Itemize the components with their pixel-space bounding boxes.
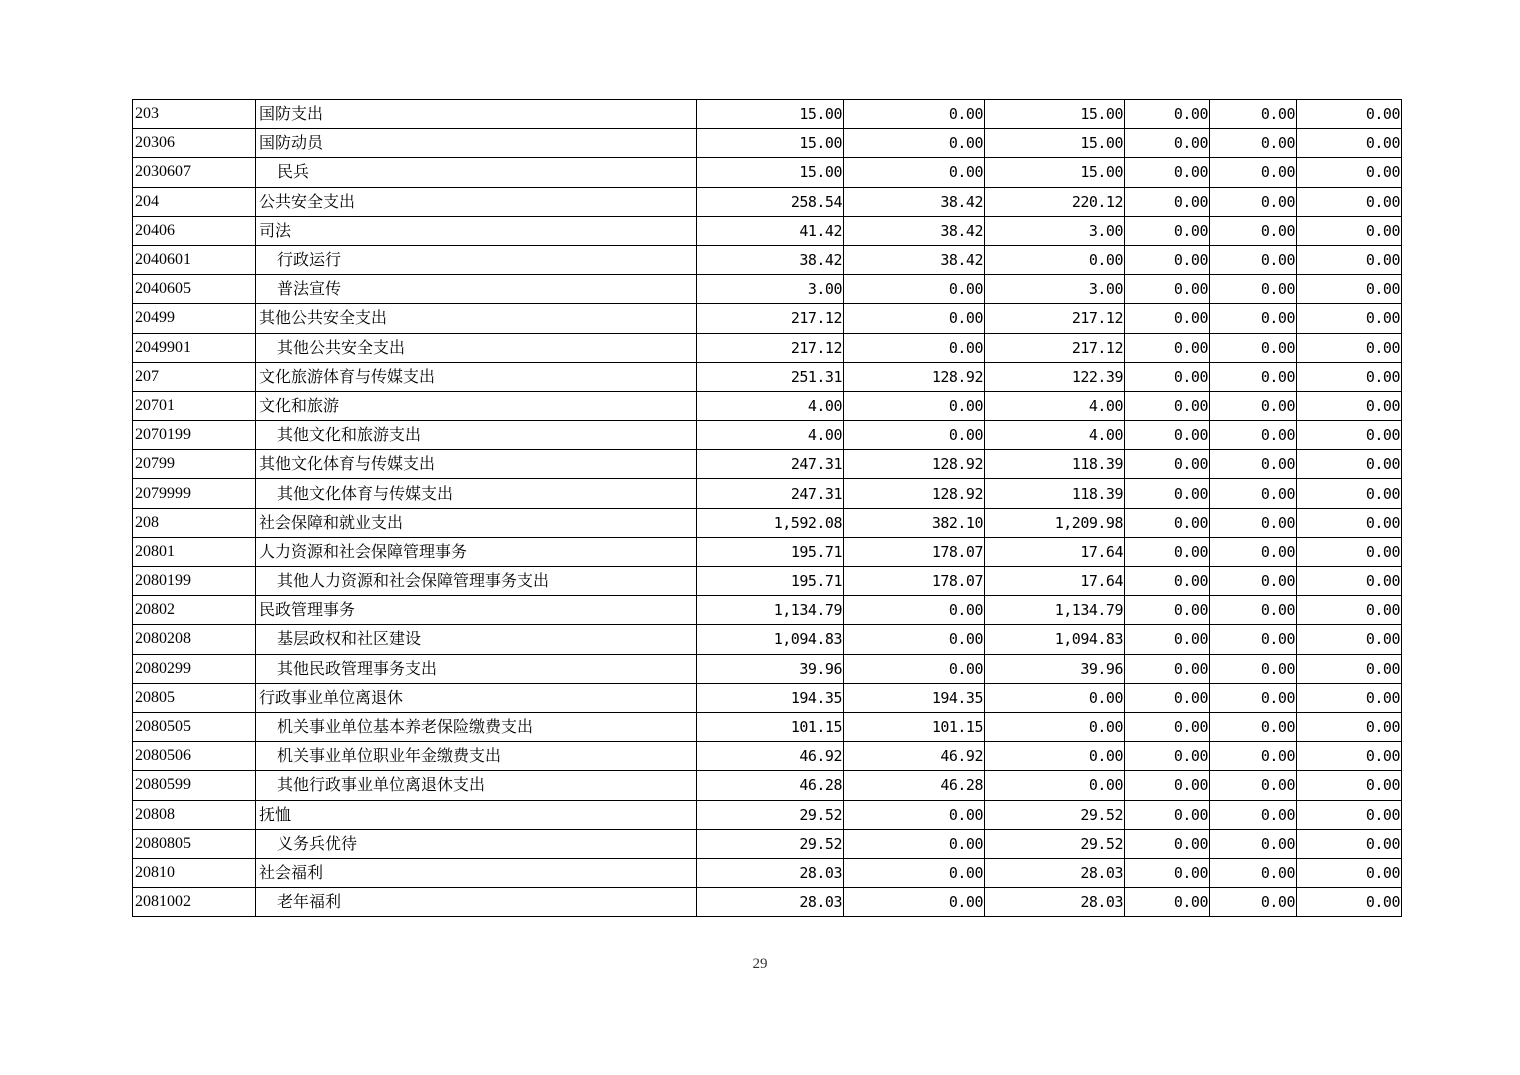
value-cell-6: 0.00 — [1297, 275, 1402, 304]
subject-name-cell: 国防动员 — [256, 129, 697, 158]
basic-expenditure-cell: 0.00 — [844, 858, 985, 887]
subject-name-cell: 机关事业单位职业年金缴费支出 — [256, 742, 697, 771]
subject-name-cell: 义务兵优待 — [256, 829, 697, 858]
value-cell-6: 0.00 — [1297, 450, 1402, 479]
table-row — [133, 421, 1402, 450]
value-cell-5: 0.00 — [1210, 333, 1297, 362]
value-cell-4: 0.00 — [1125, 683, 1210, 712]
total-amount-cell: 194.35 — [697, 683, 844, 712]
value-cell-4: 0.00 — [1125, 567, 1210, 596]
subject-code-cell: 20701 — [133, 391, 256, 420]
value-cell-4: 0.00 — [1125, 800, 1210, 829]
subject-name-cell: 行政运行 — [256, 245, 697, 274]
total-amount-cell: 28.03 — [697, 888, 844, 917]
value-cell-4: 0.00 — [1125, 450, 1210, 479]
budget-expenditure-table — [132, 99, 1402, 917]
project-expenditure-cell: 39.96 — [985, 654, 1125, 683]
project-expenditure-cell: 15.00 — [985, 100, 1125, 129]
total-amount-cell: 46.92 — [697, 742, 844, 771]
total-amount-cell: 15.00 — [697, 129, 844, 158]
basic-expenditure-cell: 0.00 — [844, 800, 985, 829]
value-cell-4: 0.00 — [1125, 888, 1210, 917]
subject-name-cell: 其他人力资源和社会保障管理事务支出 — [256, 567, 697, 596]
project-expenditure-cell: 17.64 — [985, 567, 1125, 596]
basic-expenditure-cell: 0.00 — [844, 888, 985, 917]
value-cell-6: 0.00 — [1297, 742, 1402, 771]
table-row — [133, 712, 1402, 741]
basic-expenditure-cell: 101.15 — [844, 712, 985, 741]
table-row — [133, 129, 1402, 158]
subject-name-cell: 其他文化体育与传媒支出 — [256, 479, 697, 508]
value-cell-4: 0.00 — [1125, 304, 1210, 333]
value-cell-4: 0.00 — [1125, 596, 1210, 625]
total-amount-cell: 1,094.83 — [697, 625, 844, 654]
subject-code-cell: 20799 — [133, 450, 256, 479]
subject-name-cell: 文化和旅游 — [256, 391, 697, 420]
table-row — [133, 304, 1402, 333]
value-cell-6: 0.00 — [1297, 537, 1402, 566]
value-cell-5: 0.00 — [1210, 479, 1297, 508]
subject-name-cell: 社会福利 — [256, 858, 697, 887]
project-expenditure-cell: 118.39 — [985, 450, 1125, 479]
value-cell-4: 0.00 — [1125, 537, 1210, 566]
total-amount-cell: 38.42 — [697, 245, 844, 274]
basic-expenditure-cell: 0.00 — [844, 333, 985, 362]
subject-code-cell: 2070199 — [133, 421, 256, 450]
total-amount-cell: 195.71 — [697, 537, 844, 566]
value-cell-5: 0.00 — [1210, 421, 1297, 450]
basic-expenditure-cell: 0.00 — [844, 391, 985, 420]
table-row — [133, 654, 1402, 683]
basic-expenditure-cell: 38.42 — [844, 187, 985, 216]
total-amount-cell: 28.03 — [697, 858, 844, 887]
value-cell-6: 0.00 — [1297, 858, 1402, 887]
value-cell-5: 0.00 — [1210, 391, 1297, 420]
table-row — [133, 450, 1402, 479]
value-cell-6: 0.00 — [1297, 625, 1402, 654]
table-row — [133, 216, 1402, 245]
basic-expenditure-cell: 46.92 — [844, 742, 985, 771]
subject-name-cell: 其他文化和旅游支出 — [256, 421, 697, 450]
project-expenditure-cell: 3.00 — [985, 216, 1125, 245]
subject-name-cell: 机关事业单位基本养老保险缴费支出 — [256, 712, 697, 741]
project-expenditure-cell: 28.03 — [985, 858, 1125, 887]
total-amount-cell: 39.96 — [697, 654, 844, 683]
table-row — [133, 742, 1402, 771]
value-cell-5: 0.00 — [1210, 654, 1297, 683]
table-row — [133, 333, 1402, 362]
subject-code-cell: 2080199 — [133, 567, 256, 596]
project-expenditure-cell: 3.00 — [985, 275, 1125, 304]
basic-expenditure-cell: 0.00 — [844, 625, 985, 654]
value-cell-5: 0.00 — [1210, 537, 1297, 566]
project-expenditure-cell: 0.00 — [985, 683, 1125, 712]
total-amount-cell: 251.31 — [697, 362, 844, 391]
value-cell-4: 0.00 — [1125, 742, 1210, 771]
value-cell-6: 0.00 — [1297, 187, 1402, 216]
table-row — [133, 245, 1402, 274]
table-row — [133, 567, 1402, 596]
basic-expenditure-cell: 128.92 — [844, 362, 985, 391]
total-amount-cell: 247.31 — [697, 450, 844, 479]
value-cell-5: 0.00 — [1210, 567, 1297, 596]
project-expenditure-cell: 4.00 — [985, 421, 1125, 450]
basic-expenditure-cell: 382.10 — [844, 508, 985, 537]
subject-name-cell: 社会保障和就业支出 — [256, 508, 697, 537]
value-cell-6: 0.00 — [1297, 829, 1402, 858]
subject-name-cell: 普法宣传 — [256, 275, 697, 304]
basic-expenditure-cell: 46.28 — [844, 771, 985, 800]
total-amount-cell: 29.52 — [697, 829, 844, 858]
subject-code-cell: 20810 — [133, 858, 256, 887]
value-cell-6: 0.00 — [1297, 391, 1402, 420]
value-cell-5: 0.00 — [1210, 800, 1297, 829]
subject-name-cell: 民兵 — [256, 158, 697, 187]
total-amount-cell: 15.00 — [697, 100, 844, 129]
subject-code-cell: 207 — [133, 362, 256, 391]
value-cell-6: 0.00 — [1297, 596, 1402, 625]
total-amount-cell: 1,592.08 — [697, 508, 844, 537]
subject-code-cell: 20306 — [133, 129, 256, 158]
subject-name-cell: 公共安全支出 — [256, 187, 697, 216]
subject-name-cell: 基层政权和社区建设 — [256, 625, 697, 654]
project-expenditure-cell: 217.12 — [985, 333, 1125, 362]
total-amount-cell: 247.31 — [697, 479, 844, 508]
subject-code-cell: 2081002 — [133, 888, 256, 917]
project-expenditure-cell: 0.00 — [985, 771, 1125, 800]
subject-code-cell: 2030607 — [133, 158, 256, 187]
total-amount-cell: 41.42 — [697, 216, 844, 245]
value-cell-4: 0.00 — [1125, 712, 1210, 741]
value-cell-6: 0.00 — [1297, 800, 1402, 829]
value-cell-5: 0.00 — [1210, 683, 1297, 712]
table-row — [133, 829, 1402, 858]
project-expenditure-cell: 1,134.79 — [985, 596, 1125, 625]
table-row — [133, 391, 1402, 420]
subject-name-cell: 人力资源和社会保障管理事务 — [256, 537, 697, 566]
value-cell-5: 0.00 — [1210, 771, 1297, 800]
value-cell-6: 0.00 — [1297, 479, 1402, 508]
subject-name-cell: 老年福利 — [256, 888, 697, 917]
value-cell-6: 0.00 — [1297, 100, 1402, 129]
value-cell-6: 0.00 — [1297, 683, 1402, 712]
value-cell-6: 0.00 — [1297, 654, 1402, 683]
subject-name-cell: 其他民政管理事务支出 — [256, 654, 697, 683]
value-cell-6: 0.00 — [1297, 567, 1402, 596]
project-expenditure-cell: 217.12 — [985, 304, 1125, 333]
table-row — [133, 537, 1402, 566]
total-amount-cell: 4.00 — [697, 391, 844, 420]
project-expenditure-cell: 118.39 — [985, 479, 1125, 508]
subject-code-cell: 20499 — [133, 304, 256, 333]
subject-code-cell: 20406 — [133, 216, 256, 245]
total-amount-cell: 217.12 — [697, 333, 844, 362]
project-expenditure-cell: 4.00 — [985, 391, 1125, 420]
table-body — [133, 100, 1402, 917]
basic-expenditure-cell: 178.07 — [844, 567, 985, 596]
subject-name-cell: 其他公共安全支出 — [256, 333, 697, 362]
table-row — [133, 800, 1402, 829]
value-cell-4: 0.00 — [1125, 829, 1210, 858]
value-cell-5: 0.00 — [1210, 245, 1297, 274]
value-cell-5: 0.00 — [1210, 129, 1297, 158]
value-cell-5: 0.00 — [1210, 596, 1297, 625]
value-cell-4: 0.00 — [1125, 479, 1210, 508]
value-cell-5: 0.00 — [1210, 888, 1297, 917]
table-row — [133, 625, 1402, 654]
subject-code-cell: 2049901 — [133, 333, 256, 362]
value-cell-6: 0.00 — [1297, 712, 1402, 741]
project-expenditure-cell: 122.39 — [985, 362, 1125, 391]
basic-expenditure-cell: 0.00 — [844, 129, 985, 158]
total-amount-cell: 101.15 — [697, 712, 844, 741]
basic-expenditure-cell: 0.00 — [844, 829, 985, 858]
table-row — [133, 508, 1402, 537]
value-cell-5: 0.00 — [1210, 216, 1297, 245]
table-row — [133, 683, 1402, 712]
value-cell-4: 0.00 — [1125, 216, 1210, 245]
project-expenditure-cell: 1,209.98 — [985, 508, 1125, 537]
subject-code-cell: 20802 — [133, 596, 256, 625]
value-cell-5: 0.00 — [1210, 742, 1297, 771]
project-expenditure-cell: 15.00 — [985, 129, 1125, 158]
basic-expenditure-cell: 0.00 — [844, 275, 985, 304]
table-row — [133, 771, 1402, 800]
value-cell-6: 0.00 — [1297, 158, 1402, 187]
subject-code-cell: 20808 — [133, 800, 256, 829]
basic-expenditure-cell: 38.42 — [844, 216, 985, 245]
value-cell-5: 0.00 — [1210, 362, 1297, 391]
subject-code-cell: 2080805 — [133, 829, 256, 858]
value-cell-5: 0.00 — [1210, 712, 1297, 741]
subject-code-cell: 2080599 — [133, 771, 256, 800]
project-expenditure-cell: 1,094.83 — [985, 625, 1125, 654]
value-cell-4: 0.00 — [1125, 362, 1210, 391]
value-cell-4: 0.00 — [1125, 654, 1210, 683]
subject-code-cell: 204 — [133, 187, 256, 216]
project-expenditure-cell: 220.12 — [985, 187, 1125, 216]
total-amount-cell: 258.54 — [697, 187, 844, 216]
value-cell-4: 0.00 — [1125, 275, 1210, 304]
value-cell-4: 0.00 — [1125, 858, 1210, 887]
basic-expenditure-cell: 0.00 — [844, 421, 985, 450]
value-cell-6: 0.00 — [1297, 888, 1402, 917]
project-expenditure-cell: 0.00 — [985, 245, 1125, 274]
basic-expenditure-cell: 0.00 — [844, 654, 985, 683]
table-row — [133, 858, 1402, 887]
basic-expenditure-cell: 128.92 — [844, 479, 985, 508]
value-cell-5: 0.00 — [1210, 508, 1297, 537]
table-row — [133, 275, 1402, 304]
value-cell-6: 0.00 — [1297, 304, 1402, 333]
subject-name-cell: 其他公共安全支出 — [256, 304, 697, 333]
subject-code-cell: 2080208 — [133, 625, 256, 654]
value-cell-4: 0.00 — [1125, 508, 1210, 537]
total-amount-cell: 15.00 — [697, 158, 844, 187]
value-cell-6: 0.00 — [1297, 245, 1402, 274]
value-cell-4: 0.00 — [1125, 771, 1210, 800]
subject-name-cell: 司法 — [256, 216, 697, 245]
basic-expenditure-cell: 128.92 — [844, 450, 985, 479]
project-expenditure-cell: 0.00 — [985, 742, 1125, 771]
total-amount-cell: 195.71 — [697, 567, 844, 596]
subject-code-cell: 208 — [133, 508, 256, 537]
value-cell-5: 0.00 — [1210, 450, 1297, 479]
basic-expenditure-cell: 194.35 — [844, 683, 985, 712]
table-row — [133, 596, 1402, 625]
value-cell-4: 0.00 — [1125, 187, 1210, 216]
table-row — [133, 479, 1402, 508]
total-amount-cell: 3.00 — [697, 275, 844, 304]
project-expenditure-cell: 29.52 — [985, 800, 1125, 829]
value-cell-4: 0.00 — [1125, 333, 1210, 362]
subject-name-cell: 民政管理事务 — [256, 596, 697, 625]
subject-code-cell: 2079999 — [133, 479, 256, 508]
project-expenditure-cell: 15.00 — [985, 158, 1125, 187]
subject-name-cell: 国防支出 — [256, 100, 697, 129]
basic-expenditure-cell: 0.00 — [844, 596, 985, 625]
subject-name-cell: 文化旅游体育与传媒支出 — [256, 362, 697, 391]
project-expenditure-cell: 29.52 — [985, 829, 1125, 858]
total-amount-cell: 1,134.79 — [697, 596, 844, 625]
value-cell-5: 0.00 — [1210, 158, 1297, 187]
table-row — [133, 362, 1402, 391]
value-cell-6: 0.00 — [1297, 362, 1402, 391]
basic-expenditure-cell: 0.00 — [844, 100, 985, 129]
value-cell-6: 0.00 — [1297, 216, 1402, 245]
project-expenditure-cell: 0.00 — [985, 712, 1125, 741]
subject-code-cell: 20805 — [133, 683, 256, 712]
value-cell-6: 0.00 — [1297, 333, 1402, 362]
subject-name-cell: 其他行政事业单位离退休支出 — [256, 771, 697, 800]
basic-expenditure-cell: 178.07 — [844, 537, 985, 566]
subject-code-cell: 20801 — [133, 537, 256, 566]
value-cell-4: 0.00 — [1125, 158, 1210, 187]
subject-code-cell: 2080505 — [133, 712, 256, 741]
value-cell-6: 0.00 — [1297, 771, 1402, 800]
value-cell-6: 0.00 — [1297, 129, 1402, 158]
value-cell-5: 0.00 — [1210, 304, 1297, 333]
value-cell-5: 0.00 — [1210, 858, 1297, 887]
project-expenditure-cell: 28.03 — [985, 888, 1125, 917]
value-cell-4: 0.00 — [1125, 421, 1210, 450]
basic-expenditure-cell: 0.00 — [844, 304, 985, 333]
value-cell-5: 0.00 — [1210, 829, 1297, 858]
subject-code-cell: 2080506 — [133, 742, 256, 771]
page-number: 29 — [752, 956, 768, 972]
basic-expenditure-cell: 38.42 — [844, 245, 985, 274]
value-cell-4: 0.00 — [1125, 129, 1210, 158]
total-amount-cell: 217.12 — [697, 304, 844, 333]
basic-expenditure-cell: 0.00 — [844, 158, 985, 187]
subject-code-cell: 2080299 — [133, 654, 256, 683]
project-expenditure-cell: 17.64 — [985, 537, 1125, 566]
subject-name-cell: 抚恤 — [256, 800, 697, 829]
total-amount-cell: 46.28 — [697, 771, 844, 800]
value-cell-4: 0.00 — [1125, 245, 1210, 274]
value-cell-5: 0.00 — [1210, 275, 1297, 304]
value-cell-5: 0.00 — [1210, 187, 1297, 216]
table-row — [133, 100, 1402, 129]
table-row — [133, 187, 1402, 216]
total-amount-cell: 29.52 — [697, 800, 844, 829]
table-row — [133, 158, 1402, 187]
value-cell-5: 0.00 — [1210, 100, 1297, 129]
total-amount-cell: 4.00 — [697, 421, 844, 450]
subject-name-cell: 行政事业单位离退休 — [256, 683, 697, 712]
value-cell-4: 0.00 — [1125, 625, 1210, 654]
value-cell-4: 0.00 — [1125, 391, 1210, 420]
table-row — [133, 888, 1402, 917]
subject-code-cell: 203 — [133, 100, 256, 129]
subject-name-cell: 其他文化体育与传媒支出 — [256, 450, 697, 479]
subject-code-cell: 2040601 — [133, 245, 256, 274]
value-cell-6: 0.00 — [1297, 508, 1402, 537]
subject-code-cell: 2040605 — [133, 275, 256, 304]
value-cell-4: 0.00 — [1125, 100, 1210, 129]
value-cell-5: 0.00 — [1210, 625, 1297, 654]
value-cell-6: 0.00 — [1297, 421, 1402, 450]
